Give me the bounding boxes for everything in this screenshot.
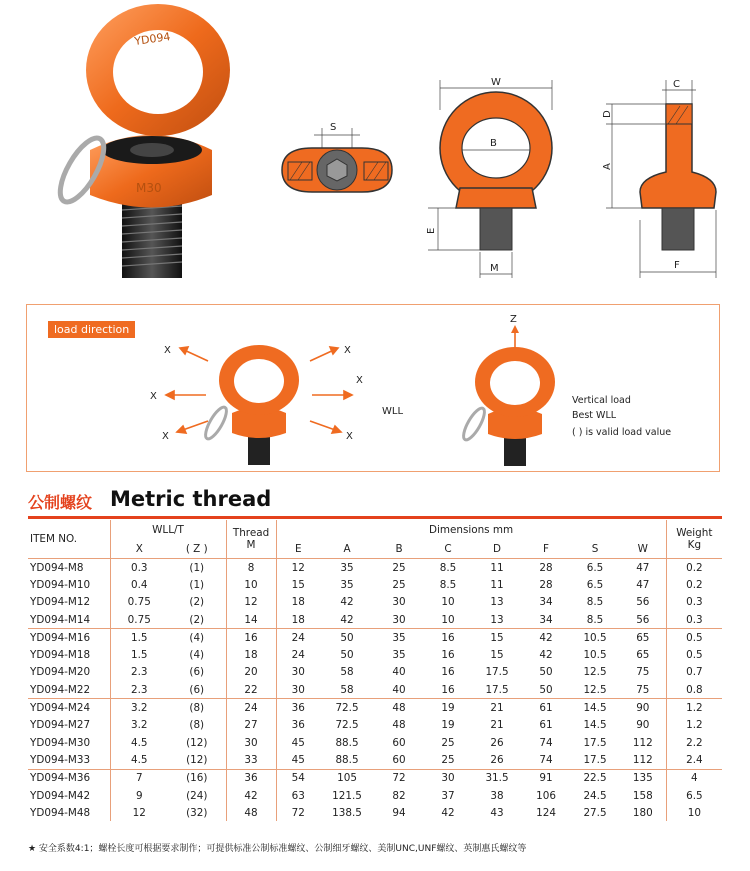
cell-weight: 0.5 [666, 629, 722, 647]
cell-dim-e: 45 [276, 751, 320, 769]
cell-item-no: YD094-M20 [30, 666, 91, 679]
footnote: ★ 安全系数4:1；螺栓长度可根据要求制作；可提供标准公制标准螺纹、公制细牙螺纹、美制UNC,UNF螺纹、英制惠氏螺纹等 [28, 844, 527, 854]
cell-dim-w: 135 [632, 772, 653, 785]
cell-dim-a: 35 [340, 561, 354, 574]
cell-dim-s: 17.5 [570, 751, 620, 769]
cell-dim-w: 180 [632, 806, 653, 819]
cell-wll-z: (6) [168, 681, 226, 699]
cell-dim-e: 36 [276, 699, 320, 717]
cell-thread: 16 [226, 629, 276, 647]
table-row [28, 576, 722, 593]
cell-dim-e: 36 [276, 717, 320, 734]
cell-dim-b: 35 [392, 649, 406, 662]
cell-item-no: YD094-M30 [30, 736, 91, 749]
table-row [28, 594, 722, 611]
cell-dim-f: 124 [536, 806, 556, 819]
cell-dim-e: 45 [276, 734, 320, 751]
cell-thread: 27 [226, 717, 276, 734]
cell-wll-x: 1.5 [110, 629, 168, 647]
cell-dim-s: 12.5 [583, 666, 607, 679]
cell-dim-b: 40 [374, 681, 424, 699]
label-b: B [490, 138, 497, 149]
cell-item-no: YD094-M48 [30, 806, 91, 819]
cell-dim-s: 17.5 [583, 736, 607, 749]
cell-dim-a: 88.5 [335, 736, 359, 749]
cell-item-no: YD094-M14 [28, 611, 110, 629]
product-marking-base: M30 [136, 181, 162, 195]
cell-dim-d: 15 [490, 631, 504, 644]
cell-dim-b: 48 [392, 719, 406, 732]
cell-thread: 24 [226, 699, 276, 717]
cell-item-no: YD094-M27 [30, 719, 91, 732]
cell-dim-f: 74 [522, 751, 570, 769]
cell-dim-s: 8.5 [586, 596, 604, 609]
cell-dim-f: 34 [539, 596, 553, 609]
cell-dim-b: 25 [392, 578, 406, 591]
cell-dim-e: 15 [276, 576, 320, 593]
cell-wll-z: (12) [186, 736, 208, 749]
cell-dim-w: 75 [636, 666, 650, 679]
cell-weight: 0.5 [666, 646, 722, 663]
header-wll: WLL/T [110, 520, 226, 540]
cell-dim-f: 42 [539, 649, 553, 662]
cell-dim-c: 10 [424, 611, 472, 629]
cell-weight: 0.3 [666, 594, 722, 611]
header-dim-b: B [374, 540, 424, 559]
cell-item-no: YD094-M36 [30, 772, 91, 785]
cell-dim-b: 60 [374, 751, 424, 769]
cell-dim-b: 94 [392, 806, 406, 819]
cell-dim-a: 58 [340, 666, 354, 679]
cell-thread: 12 [226, 594, 276, 611]
cell-dim-s: 12.5 [570, 681, 620, 699]
cell-dim-c: 19 [441, 702, 455, 715]
header-item-no: ITEM NO. [28, 520, 110, 559]
cell-dim-a: 72.5 [335, 719, 359, 732]
header-thread-m: M [246, 539, 256, 551]
cell-weight: 2.4 [666, 751, 722, 769]
header-dim-f: F [522, 540, 570, 559]
cell-wll-x: 12 [110, 804, 168, 821]
cell-dim-b: 60 [392, 736, 406, 749]
valid-load-note: ( ) is valid load value [572, 427, 672, 438]
cell-thread: 48 [226, 804, 276, 821]
cell-dim-e: 63 [276, 787, 320, 804]
cell-dim-d: 13 [472, 611, 522, 629]
cell-dim-a: 72.5 [335, 702, 359, 715]
table-row [28, 734, 722, 751]
cell-dim-s: 24.5 [583, 789, 607, 802]
cell-dim-c: 25 [441, 736, 455, 749]
header-weight [666, 520, 722, 559]
front-view-diagram [420, 70, 570, 285]
header-x: X [110, 540, 168, 559]
cell-dim-d: 11 [490, 561, 504, 574]
cell-weight: 0.8 [666, 681, 722, 699]
cell-weight: 0.7 [666, 664, 722, 681]
cell-dim-w: 56 [620, 611, 666, 629]
cell-wll-z: (16) [186, 772, 208, 785]
table-row [28, 559, 722, 577]
cell-weight: 0.2 [666, 576, 722, 593]
cell-dim-e: 30 [276, 664, 320, 681]
cell-dim-d: 17.5 [472, 681, 522, 699]
cell-thread: 22 [226, 681, 276, 699]
vertical-load-note: Vertical load [572, 395, 631, 406]
cell-wll-x: 2.3 [110, 681, 168, 699]
cell-dim-c: 16 [441, 631, 455, 644]
header-dim-d: D [472, 540, 522, 559]
label-e: E [426, 227, 437, 234]
table-row [28, 787, 722, 804]
cell-dim-w: 158 [632, 789, 653, 802]
cell-dim-f: 34 [522, 611, 570, 629]
cell-dim-d: 15 [490, 649, 504, 662]
spec-table-body [28, 559, 722, 822]
cell-dim-f: 106 [536, 789, 556, 802]
cell-wll-x: 7 [110, 769, 168, 787]
x-label-lower-right: X [346, 431, 353, 442]
cell-dim-s: 6.5 [586, 561, 604, 574]
cell-item-no: YD094-M22 [28, 681, 110, 699]
cell-wll-z: (12) [168, 751, 226, 769]
cell-dim-e: 72 [276, 804, 320, 821]
top-view-diagram [272, 110, 412, 230]
cell-dim-d: 26 [490, 736, 504, 749]
x-label-upper-left: X [164, 345, 171, 356]
cell-weight: 2.2 [666, 734, 722, 751]
table-row [28, 681, 722, 699]
header-z: ( Z ) [168, 540, 226, 559]
cell-wll-x: 2.3 [110, 664, 168, 681]
label-a: A [602, 163, 613, 170]
label-w: W [491, 77, 501, 88]
x-label-right: X [356, 375, 363, 386]
cell-wll-x: 0.75 [110, 611, 168, 629]
label-m: M [490, 263, 499, 274]
load-direction-diagram [150, 335, 380, 470]
cell-wll-z: (4) [189, 649, 205, 662]
cell-item-no: YD094-M16 [30, 631, 91, 644]
table-row [28, 646, 722, 663]
cell-dim-c: 16 [441, 649, 455, 662]
product-illustration [40, 0, 265, 285]
cell-weight: 1.2 [666, 717, 722, 734]
best-wll-note: Best WLL [572, 410, 617, 421]
cell-dim-a: 138.5 [332, 806, 362, 819]
cell-dim-w: 47 [636, 578, 650, 591]
heading-rule [28, 516, 722, 519]
vertical-load-diagram [460, 310, 570, 470]
cell-dim-d: 13 [490, 596, 504, 609]
cell-dim-c: 37 [441, 789, 455, 802]
cell-wll-x: 9 [110, 787, 168, 804]
cell-item-no: YD094-M24 [30, 702, 91, 715]
cell-dim-f: 28 [539, 578, 553, 591]
cell-dim-c: 8.5 [439, 561, 457, 574]
z-label: Z [510, 314, 517, 325]
cell-dim-a: 58 [320, 681, 374, 699]
cell-weight: 10 [666, 804, 722, 821]
cell-dim-s: 10.5 [583, 649, 607, 662]
cell-dim-e: 54 [276, 769, 320, 787]
heading-english: Metric thread [110, 487, 272, 511]
cell-wll-z: (32) [186, 806, 208, 819]
cell-dim-a: 35 [340, 578, 354, 591]
cell-dim-s: 6.5 [586, 578, 604, 591]
cell-dim-e: 18 [276, 594, 320, 611]
cell-wll-z: (1) [189, 561, 205, 574]
cell-dim-w: 65 [636, 649, 650, 662]
cell-dim-c: 16 [441, 666, 455, 679]
header-thread-label: Thread [232, 527, 270, 539]
cell-dim-b: 40 [392, 666, 406, 679]
header-dim-w: W [620, 540, 666, 559]
cell-dim-s: 27.5 [583, 806, 607, 819]
table-row [28, 629, 722, 647]
cell-dim-w: 65 [636, 631, 650, 644]
cell-thread: 33 [226, 751, 276, 769]
cell-wll-z: (1) [189, 578, 205, 591]
x-label-lower-left: X [162, 431, 169, 442]
table-row [28, 804, 722, 821]
cell-dim-e: 18 [276, 611, 320, 629]
table-row [28, 664, 722, 681]
cell-dim-d: 38 [490, 789, 504, 802]
table-row [28, 717, 722, 734]
cell-thread: 30 [226, 734, 276, 751]
cell-dim-w: 90 [636, 719, 650, 732]
cell-dim-b: 48 [392, 702, 406, 715]
wll-label: WLL [382, 406, 404, 417]
cell-dim-b: 30 [392, 596, 406, 609]
header-weight-unit: Kg [687, 539, 702, 551]
side-view-diagram [596, 70, 726, 285]
cell-dim-s: 10.5 [583, 631, 607, 644]
cell-dim-d: 26 [472, 751, 522, 769]
cell-dim-f: 50 [522, 681, 570, 699]
cell-dim-c: 42 [441, 806, 455, 819]
load-direction-tag: load direction [48, 321, 135, 338]
label-c: C [673, 79, 680, 90]
cell-weight: 1.2 [666, 699, 722, 717]
spec-table [28, 520, 722, 821]
cell-weight: 4 [666, 769, 722, 787]
cell-dim-f: 42 [539, 631, 553, 644]
cell-dim-c: 8.5 [439, 578, 457, 591]
cell-dim-a: 42 [320, 611, 374, 629]
cell-dim-b: 72 [392, 772, 406, 785]
cell-dim-w: 112 [620, 751, 666, 769]
cell-dim-c: 30 [441, 772, 455, 785]
cell-dim-f: 61 [539, 719, 553, 732]
cell-dim-d: 17.5 [485, 666, 509, 679]
x-label-upper-right: X [344, 345, 351, 356]
cell-wll-x: 0.75 [110, 594, 168, 611]
cell-dim-c: 19 [441, 719, 455, 732]
cell-dim-f: 50 [539, 666, 553, 679]
table-row [28, 769, 722, 787]
header-weight-label: Weight [676, 527, 713, 539]
cell-wll-z: (4) [189, 631, 205, 644]
cell-item-no: YD094-M10 [30, 578, 91, 591]
label-d: D [602, 110, 613, 118]
cell-dim-d: 21 [490, 719, 504, 732]
cell-wll-x: 0.4 [110, 576, 168, 593]
cell-dim-a: 88.5 [320, 751, 374, 769]
table-row [28, 611, 722, 629]
cell-wll-z: (2) [168, 611, 226, 629]
cell-wll-x: 4.5 [110, 734, 168, 751]
product-marking-top: YD094 [133, 30, 172, 48]
cell-thread: 36 [226, 769, 276, 787]
cell-item-no: YD094-M33 [28, 751, 110, 769]
header-dim-s: S [570, 540, 620, 559]
cell-dim-c: 10 [441, 596, 455, 609]
cell-wll-x: 3.2 [110, 717, 168, 734]
cell-thread: 20 [226, 664, 276, 681]
cell-dim-w: 90 [636, 702, 650, 715]
header-dim-e: E [276, 540, 320, 559]
cell-weight: 0.2 [666, 559, 722, 577]
cell-dim-w: 75 [620, 681, 666, 699]
cell-dim-d: 43 [490, 806, 504, 819]
cell-dim-a: 50 [340, 649, 354, 662]
cell-dim-a: 121.5 [332, 789, 362, 802]
cell-dim-e: 24 [276, 629, 320, 647]
cell-dim-a: 50 [340, 631, 354, 644]
cell-dim-s: 14.5 [583, 702, 607, 715]
cell-dim-s: 22.5 [583, 772, 607, 785]
cell-dim-s: 14.5 [583, 719, 607, 732]
cell-wll-x: 3.2 [110, 699, 168, 717]
cell-wll-z: (24) [186, 789, 208, 802]
cell-dim-c: 25 [424, 751, 472, 769]
cell-dim-f: 91 [539, 772, 553, 785]
cell-dim-d: 21 [490, 702, 504, 715]
cell-thread: 42 [226, 787, 276, 804]
cell-dim-a: 105 [337, 772, 357, 785]
cell-dim-b: 25 [392, 561, 406, 574]
table-row [28, 751, 722, 769]
cell-item-no: YD094-M8 [30, 561, 84, 574]
cell-dim-f: 61 [539, 702, 553, 715]
cell-dim-w: 56 [636, 596, 650, 609]
cell-dim-d: 11 [490, 578, 504, 591]
cell-dim-s: 8.5 [570, 611, 620, 629]
cell-wll-x: 0.3 [110, 559, 168, 577]
heading-chinese: 公制螺纹 [28, 493, 93, 512]
cell-dim-b: 30 [374, 611, 424, 629]
label-s: S [330, 122, 337, 133]
label-f: F [674, 260, 680, 271]
cell-item-no: YD094-M12 [30, 596, 91, 609]
cell-dim-c: 16 [424, 681, 472, 699]
header-dim-c: C [424, 540, 472, 559]
cell-dim-f: 28 [539, 561, 553, 574]
cell-wll-z: (8) [189, 719, 205, 732]
cell-dim-e: 12 [276, 559, 320, 577]
cell-thread: 14 [226, 611, 276, 629]
table-row [28, 699, 722, 717]
cell-dim-d: 31.5 [485, 772, 509, 785]
cell-wll-z: (6) [189, 666, 205, 679]
cell-thread: 10 [226, 576, 276, 593]
header-thread [226, 520, 276, 559]
header-dimensions: Dimensions mm [276, 520, 666, 540]
cell-wll-z: (2) [189, 596, 205, 609]
cell-item-no: YD094-M18 [30, 649, 91, 662]
cell-wll-x: 1.5 [110, 646, 168, 663]
cell-weight: 6.5 [666, 787, 722, 804]
header-dim-a: A [320, 540, 374, 559]
cell-thread: 8 [226, 559, 276, 577]
cell-dim-b: 35 [392, 631, 406, 644]
cell-dim-b: 82 [392, 789, 406, 802]
cell-wll-z: (8) [189, 702, 205, 715]
cell-dim-e: 24 [276, 646, 320, 663]
cell-weight: 0.3 [666, 611, 722, 629]
cell-thread: 18 [226, 646, 276, 663]
cell-dim-w: 112 [632, 736, 653, 749]
cell-dim-w: 47 [636, 561, 650, 574]
cell-dim-e: 30 [276, 681, 320, 699]
cell-dim-a: 42 [340, 596, 354, 609]
x-label-left: X [150, 391, 157, 402]
cell-wll-x: 4.5 [110, 751, 168, 769]
cell-item-no: YD094-M42 [30, 789, 91, 802]
cell-dim-f: 74 [539, 736, 553, 749]
